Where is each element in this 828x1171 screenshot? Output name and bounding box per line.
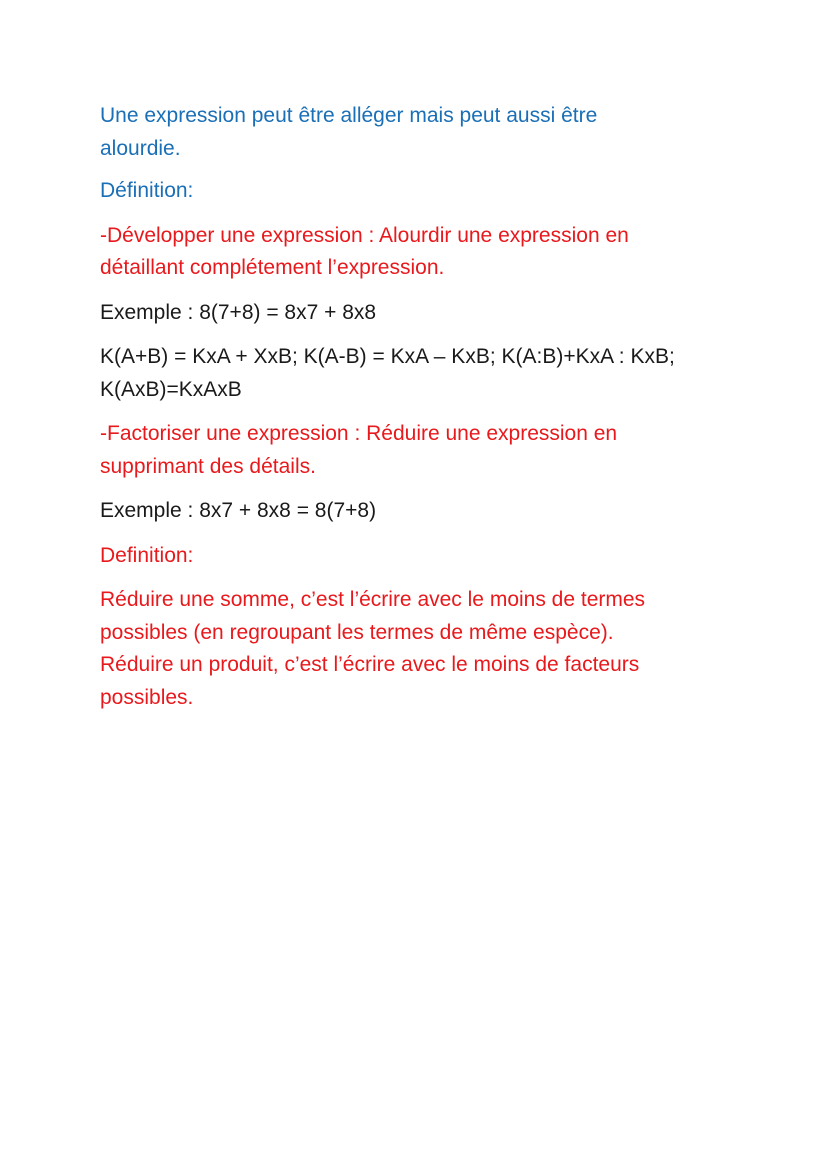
definition-heading: Définition:: [100, 179, 194, 202]
factoriser-line: supprimant des détails.: [100, 454, 316, 478]
example-factoriser: Exemple : 8x7 + 8x8 = 8(7+8): [100, 499, 377, 522]
definition-heading-2: Definition:: [100, 543, 194, 567]
reduire-line: possibles (en regroupant les termes de même espèce).: [100, 620, 614, 644]
developper-line: détaillant complétement l’expression.: [100, 256, 445, 279]
reduire-definition: [100, 584, 740, 714]
example-developper: Exemple : 8(7+8) = 8x7 + 8x8: [100, 300, 377, 324]
factoriser-line: -Factoriser une expression : Réduire une expression en: [100, 422, 618, 445]
developper-line: -Développer une expression : Alourdir une expression en: [100, 223, 629, 247]
developper-definition: [100, 220, 740, 285]
reduire-line: Réduire un produit, c’est l’écrire avec le moins de facteurs: [100, 653, 640, 676]
intro-paragraph: [100, 100, 740, 165]
reduire-line: Réduire une somme, c’est l’écrire avec le moins de termes: [100, 588, 646, 611]
formula-line: K(AxB)=KxAxB: [100, 377, 242, 401]
formulas-paragraph: [100, 341, 740, 406]
intro-line: alourdie.: [100, 136, 181, 160]
formula-line: K(A+B) = KxA + XxB; K(A-B) = KxA – KxB; K(A:B)+KxA : KxB;: [100, 345, 675, 368]
reduire-line: possibles.: [100, 685, 194, 709]
factoriser-definition: [100, 418, 740, 483]
document-page: [100, 100, 740, 726]
intro-line: Une expression peut être alléger mais peut aussi être: [100, 104, 598, 127]
